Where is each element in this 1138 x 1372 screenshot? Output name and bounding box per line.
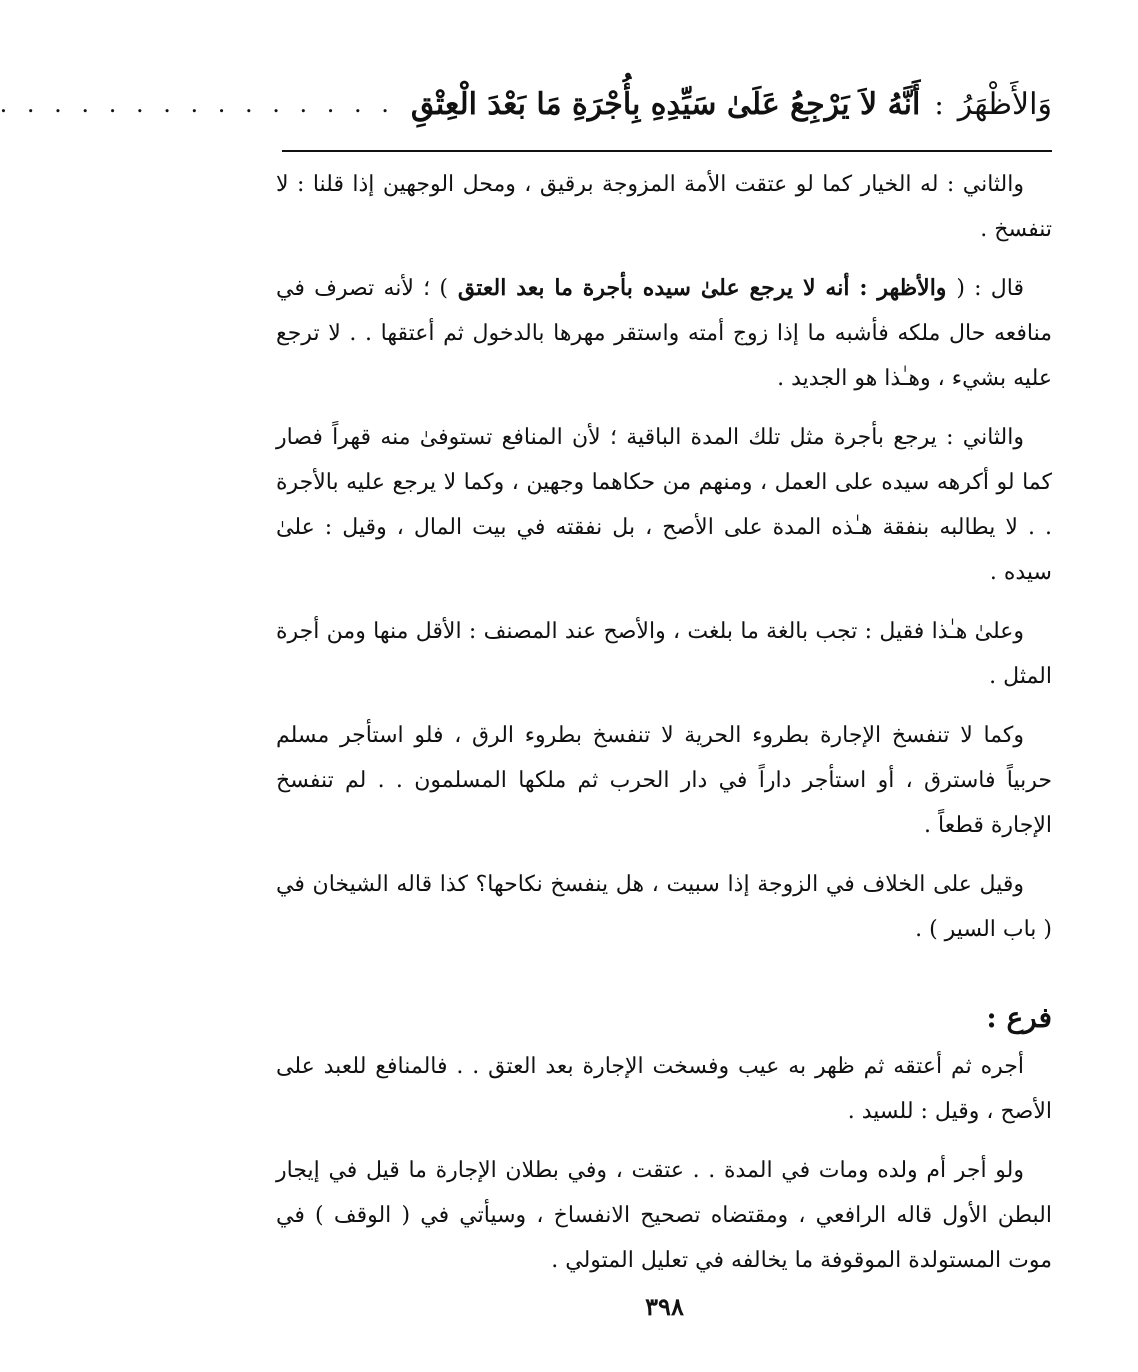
paragraph-prefix: قال : ( xyxy=(956,276,1025,301)
header-divider xyxy=(282,150,1052,152)
paragraph-suffix: ) ؛ لأنه تصرف في منافعه حال ملكه فأشبه ما إذا زوج أمته واستقر مهرها بالدخول ثم أعتقها . . لا ترجع عليه بشيء ، وهـٰذا هو الجديد . xyxy=(276,276,1052,391)
header-label: وَالأَظْهَرُ xyxy=(957,86,1052,122)
paragraph: وقيل على الخلاف في الزوجة إذا سبيت ، هل ينفسخ نكاحها؟ كذا قاله الشيخان في ( باب السير ) . xyxy=(276,872,1052,942)
commentary-body xyxy=(276,162,1052,1282)
paragraph: ولو أجر أم ولده ومات في المدة . . عتقت ، وفي بطلان الإجارة ما قيل في إيجار البطن الأول قاله الرافعي ، ومقتضاه تصحيح الانفساخ ، وسيأتي في ( الوقف ) في موت المستولدة الموقوفة ما يخالفه في تعليل المتولي . xyxy=(276,1158,1052,1273)
header-quote: أَنَّهُ لاَ يَرْجِعُ عَلَىٰ سَيِّدِهِ بِأُجْرَةِ مَا بَعْدَ الْعِتْقِ xyxy=(410,86,921,122)
branch-heading: فرع : xyxy=(986,1001,1052,1034)
header-leader-dots: . . . . . . . . . . . . . . . xyxy=(0,90,395,118)
paragraph: وكما لا تنفسخ الإجارة بطروء الحرية لا تنفسخ بطروء الرق ، فلو استأجر مسلم حربياً فاسترق ، أو استأجر داراً في دار الحرب ثم ملكها المسلمون . . لم تنفسخ الإجارة قطعاً . xyxy=(276,723,1052,838)
paragraph: والثاني : يرجع بأجرة مثل تلك المدة الباقية ؛ لأن المنافع تستوفىٰ منه قهراً فصار كما لو أكرهه سيده على العمل ، ومنهم من حكاهما وجهين ، وكما لا يرجع عليه بالأجرة . . لا يطالبه بنفقة هـٰذه المدة على الأصح ، بل نفقته في بيت المال ، وقيل : علىٰ سيده . xyxy=(276,425,1052,585)
paragraph: والثاني : له الخيار كما لو عتقت الأمة المزوجة برقيق ، ومحل الوجهين إذا قلنا : لا تنفسخ . xyxy=(276,172,1052,242)
paragraph xyxy=(276,266,1052,401)
paragraph: وعلىٰ هـٰذا فقيل : تجب بالغة ما بلغت ، والأصح عند المصنف : الأقل منها ومن أجرة المثل . xyxy=(276,619,1052,689)
page-number: ٣٩٨ xyxy=(645,1292,684,1321)
paragraph: أجره ثم أعتقه ثم ظهر به عيب وفسخت الإجارة بعد العتق . . فالمنافع للعبد على الأصح ، وقيل : للسيد . xyxy=(276,1054,1052,1124)
header-separator: : xyxy=(934,87,944,121)
quoted-matn: والأظهر : أنه لا يرجع علىٰ سيده بأجرة ما بعد العتق xyxy=(448,275,957,301)
quoted-text-header xyxy=(0,80,1052,128)
